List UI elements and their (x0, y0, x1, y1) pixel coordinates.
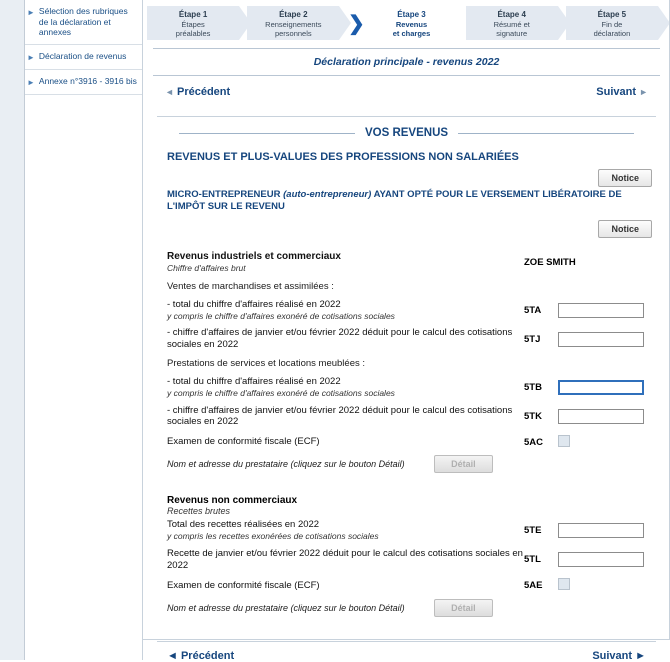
step-arrow-icon: ❯ (348, 12, 365, 35)
bic-group2-title: Prestations de services et locations meublées : (167, 358, 366, 370)
previous-link-top[interactable] (165, 86, 230, 98)
step-subtitle-line1: Fin de (601, 20, 623, 29)
step-title: Étape 2 (279, 10, 308, 19)
bnc-subtitle: Recettes brutes (167, 506, 231, 517)
detail-button-bic[interactable]: Détail (434, 455, 493, 473)
taxpayer-name: ZOE SMITH (524, 256, 576, 268)
checkbox-5AE[interactable] (558, 578, 570, 590)
input-5TB[interactable] (558, 380, 644, 395)
input-5TE[interactable] (558, 523, 644, 538)
rule-right (458, 133, 634, 134)
field-wrap-5TA (558, 303, 646, 318)
step-subtitle-line2: et charges (392, 29, 431, 39)
field-label-5TA (167, 296, 524, 325)
field-label-italic: y compris les recettes exonérées de cotisations sociales (167, 531, 379, 542)
notice-button-second[interactable]: Notice (598, 220, 652, 238)
notice-row-top (161, 169, 652, 187)
field-label-5TJ (167, 324, 524, 354)
field-label-text: Recette de janvier et/ou février 2022 déduit pour le calcul des cotisations sociales en 2022 (167, 547, 523, 571)
sidebar-item-label: Déclaration de revenus (38, 50, 127, 61)
next-label: Suivant (596, 86, 637, 98)
field-wrap-5TB (558, 380, 646, 395)
main-panel (142, 0, 670, 660)
input-5TA[interactable] (558, 303, 644, 318)
bic-detail-button-wrap (405, 455, 493, 473)
step-2[interactable] (247, 6, 339, 40)
spacer (161, 473, 652, 491)
chevron-right-icon: ► (27, 8, 35, 17)
bic-detail-row (167, 455, 646, 473)
field-row-5TL (167, 545, 646, 575)
field-wrap-5AC (558, 435, 646, 450)
field-code-5AC: 5AC (524, 436, 544, 448)
step-subtitle-line2: personnels (274, 29, 312, 39)
field-row-5TB (167, 373, 646, 402)
field-wrap-5TJ (558, 332, 646, 347)
field-code-5TE: 5TE (524, 525, 542, 537)
notice-row-second (161, 220, 652, 238)
notice-button-top[interactable]: Notice (598, 169, 652, 187)
bottom-nav-links (143, 642, 670, 662)
sidebar-item-declaration-revenus[interactable] (25, 45, 142, 70)
step-title: Étape 4 (497, 10, 526, 19)
field-row-5TJ (167, 324, 646, 354)
bnc-detail-note: Nom et adresse du prestataire (cliquez sur le bouton Détail) (167, 602, 405, 613)
field-label-5TB (167, 373, 524, 402)
chevron-right-icon: ► (27, 52, 35, 62)
field-label-text: - total du chiffre d'affaires réalisé en 2022 (167, 298, 341, 310)
sidebar-item-annexe-3916[interactable] (25, 70, 142, 95)
field-wrap-5TE (558, 523, 646, 538)
bic-subtitle: Chiffre d'affaires brut (167, 263, 246, 274)
field-label-text: Examen de conformité fiscale (ECF) (167, 436, 320, 448)
bnc-title: Revenus non commerciaux (167, 495, 298, 507)
previous-label: Précédent (176, 86, 231, 98)
input-5TJ[interactable] (558, 332, 644, 347)
field-label-italic: y compris le chiffre d'affaires exonéré de cotisations sociales (167, 387, 395, 398)
field-row-5TE (167, 516, 646, 545)
previous-arrow-icon: ◄ (165, 87, 174, 97)
field-label-text: Total des recettes réalisées en 2022 (167, 519, 320, 531)
input-5TL[interactable] (558, 552, 644, 567)
step-5[interactable] (566, 6, 658, 40)
field-wrap-5TK (558, 409, 646, 424)
detail-button-bnc[interactable]: Détail (434, 599, 493, 617)
bic-group1-title: Ventes de marchandises et assimilées : (167, 280, 334, 292)
micro-heading-part1: MICRO-ENTREPRENEUR (167, 189, 284, 200)
field-code-5TL: 5TL (524, 554, 541, 566)
micro-heading-emphasis: (auto-entrepreneur) (283, 189, 372, 200)
sidebar-item-selection-rubriques[interactable] (25, 0, 142, 45)
bnc-detail-button-wrap (405, 599, 493, 617)
step-3[interactable] (365, 6, 457, 40)
field-wrap-5TL (558, 552, 646, 567)
spacer (161, 617, 652, 635)
previous-arrow-icon: ◄ (167, 649, 178, 662)
section-subheading: REVENUS ET PLUS-VALUES DES PROFESSIONS NON SALARIÉES (167, 151, 519, 163)
field-label-5AC (167, 433, 524, 451)
field-row-5TK (167, 402, 646, 432)
sidebar-item-label: Annexe n°3916 - 3916 bis (38, 75, 137, 86)
previous-label: Précédent (180, 649, 235, 662)
field-label-5AE (167, 577, 524, 595)
micro-heading-part2: AYANT OPTÉ POUR LE VERSEMENT LIBÉRATOIRE DE L'IMPÔT SUR LE REVENU (167, 189, 622, 213)
bic-title-group (167, 248, 524, 277)
field-code-5AE: 5AE (524, 580, 543, 592)
top-nav-links (143, 76, 670, 108)
bic-title: Revenus industriels et commerciaux (167, 250, 341, 262)
field-label-text: - total du chiffre d'affaires réalisé en 2022 (167, 376, 341, 388)
field-row-5TA (167, 296, 646, 325)
rule-left (179, 133, 355, 134)
step-subtitle-line2: signature (496, 29, 528, 39)
next-link-top[interactable] (596, 86, 648, 98)
step-title: Étape 1 (178, 10, 208, 19)
step-subtitle-line2: déclaration (593, 29, 631, 39)
bnc-detail-row (167, 599, 646, 617)
micro-entrepreneur-heading (167, 189, 646, 214)
bic-detail-note: Nom et adresse du prestataire (cliquez sur le bouton Détail) (167, 459, 405, 470)
form-content (157, 116, 656, 635)
field-label-text: - chiffre d'affaires de janvier et/ou février 2022 déduit pour le calcul des cotisations sociales en 2022 (167, 404, 513, 428)
field-label-5TK (167, 402, 524, 432)
field-label-text: Examen de conformité fiscale (ECF) (167, 579, 320, 591)
next-arrow-icon: ► (635, 649, 646, 662)
field-code-5TK: 5TK (524, 410, 542, 422)
section-heading (179, 127, 634, 139)
checkbox-5AC[interactable] (558, 435, 570, 447)
next-arrow-icon: ► (639, 87, 648, 97)
field-code-5TB: 5TB (524, 381, 542, 393)
step-subtitle-line1: Résumé et (493, 20, 530, 29)
step-title: Étape 5 (597, 10, 627, 19)
step-subtitle-line1: Revenus (395, 20, 428, 29)
field-code-5TA: 5TA (524, 304, 542, 316)
spacer (161, 240, 652, 248)
step-subtitle-line1: Étapes (181, 20, 205, 29)
field-label-5TL (167, 545, 524, 575)
step-subtitle-line1: Renseignements (265, 20, 322, 29)
declaration-title: Déclaration principale - revenus 2022 (153, 48, 660, 76)
field-label-5TE (167, 516, 524, 545)
field-code-5TJ: 5TJ (524, 333, 541, 345)
next-label: Suivant (592, 649, 633, 662)
input-5TK[interactable] (558, 409, 644, 424)
sidebar-nav (25, 0, 142, 660)
field-row-5AE (167, 575, 646, 597)
field-label-italic: y compris le chiffre d'affaires exonéré de cotisations sociales (167, 310, 395, 321)
field-wrap-5AE (558, 578, 646, 593)
bic-title-row (167, 248, 646, 277)
field-label-text: - chiffre d'affaires de janvier et/ou février 2022 déduit pour le calcul des cotisations sociales en 2022 (167, 327, 513, 351)
step-subtitle-line2: préalables (175, 29, 211, 39)
sidebar-item-label: Sélection des rubriques de la déclaration et annexes (38, 6, 128, 38)
step-1[interactable] (147, 6, 239, 40)
chevron-right-icon: ► (27, 77, 35, 87)
left-rail (0, 0, 25, 660)
field-row-5AC (167, 431, 646, 453)
step-indicator (143, 0, 670, 44)
section-heading-label: VOS REVENUS (364, 127, 449, 139)
step-4[interactable] (466, 6, 558, 40)
step-title: Étape 3 (397, 10, 426, 19)
